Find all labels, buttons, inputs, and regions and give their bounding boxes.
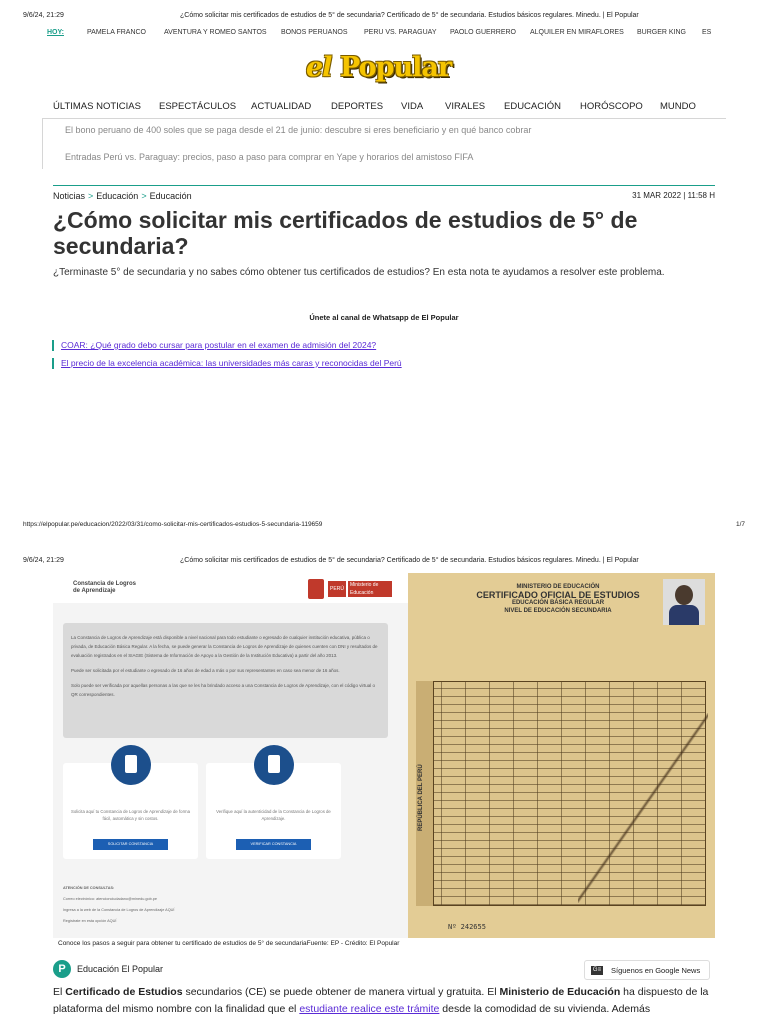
site-logo[interactable] bbox=[306, 52, 462, 86]
main-nav bbox=[0, 101, 768, 115]
nav-deportes[interactable]: DEPORTES bbox=[331, 101, 384, 112]
cancel-line bbox=[578, 713, 708, 903]
body-text: desde la comodidad de su vivienda. Además bbox=[439, 1003, 651, 1015]
body-bold: Ministerio de Educación bbox=[499, 986, 621, 998]
constancia-screenshot-image bbox=[53, 573, 408, 938]
ticker-divider bbox=[42, 119, 43, 169]
info-box bbox=[63, 623, 388, 738]
ministry-label: Ministerio de Educación bbox=[348, 581, 392, 597]
nav-virales[interactable]: VIRALES bbox=[445, 101, 486, 112]
logo-popular: Popular bbox=[340, 52, 452, 83]
image-caption: Conoce los pasos a seguir para obtener tu certificado de estudios de 5° de secundariaFuente: EP - Crédito: El Popular bbox=[58, 940, 400, 947]
print-url: https://elpopular.pe/educacion/2022/03/31/como-solicitar-mis-certificados-estudios-5-secundaria-119659 bbox=[23, 521, 323, 528]
nav-educacion[interactable]: EDUCACIÓN bbox=[504, 101, 562, 112]
side-band bbox=[416, 681, 434, 906]
trending-bar bbox=[0, 29, 768, 41]
student-photo bbox=[663, 579, 705, 625]
google-news-label: Síguenos en Google News bbox=[611, 966, 701, 975]
verify-constancia-button: VERIFICAR CONSTANCIA bbox=[236, 839, 311, 850]
verify-card bbox=[206, 763, 341, 859]
certificate-subtitle: EDUCACIÓN BÁSICA REGULAR bbox=[511, 600, 605, 606]
nav-divider bbox=[42, 118, 726, 119]
nav-vida[interactable]: VIDA bbox=[401, 101, 424, 112]
image-header bbox=[53, 573, 408, 603]
print-page-number: 1/7 bbox=[735, 521, 745, 528]
side-label: REPÚBLICA DEL PERÚ bbox=[418, 764, 424, 831]
article-title: ¿Cómo solicitar mis certificados de estudios de 5° de secundaria? bbox=[53, 207, 638, 259]
related-link-text: COAR: ¿Qué grado debo cursar para postular en el examen de admisión del 2024? bbox=[61, 340, 377, 350]
certificate-number: Nº 242655 bbox=[448, 923, 486, 931]
certificate-ministry: MINISTERIO DE EDUCACIÓN bbox=[516, 584, 600, 590]
certificate-photo-image bbox=[408, 573, 715, 938]
support-line: Regístrate en esta opción AQUÍ bbox=[63, 919, 117, 923]
related-link-text: El precio de la excelencia académica: las universidades más caras y reconocidas del Perú bbox=[61, 358, 402, 368]
trending-item[interactable]: BONOS PERUANOS bbox=[281, 29, 348, 36]
support-title: ATENCIÓN DE CONSULTAS: bbox=[63, 886, 115, 890]
nav-actualidad[interactable]: ACTUALIDAD bbox=[251, 101, 312, 112]
trending-label[interactable]: HOY: bbox=[47, 29, 64, 36]
breadcrumb-separator: > bbox=[141, 191, 147, 201]
print-date: 9/6/24, 21:29 bbox=[23, 557, 64, 564]
print-title: ¿Cómo solicitar mis certificados de estudios de 5° de secundaria? Certificado de 5° de secundaria. Estudios básicos regulares. Minedu. | El Popular bbox=[180, 12, 639, 19]
print-date: 9/6/24, 21:29 bbox=[23, 12, 64, 19]
trending-item[interactable]: ES bbox=[702, 29, 712, 36]
breadcrumb bbox=[53, 191, 192, 201]
info-paragraph: La Constancia de Logros de Aprendizaje está disponible a nivel nacional para todo estudiante o egresado de cualquier institución educativa, pública o privada, de Educación Básica Regular. A la fecha, se puede generar la Constancia de Logros de Aprendizaje de quienes cuenten con DNI y resultados de evaluación registrados en el SIAGIE (Sistema de Información de Apoyo a la Gestión de la Institución Educativa) a partir del año 2013. bbox=[71, 635, 378, 658]
body-link[interactable]: estudiante realice este trámite bbox=[299, 1003, 440, 1015]
author-avatar: P bbox=[53, 960, 71, 978]
support-line: Correo electrónico: atencionciudadano@minedu.gob.pe bbox=[63, 897, 157, 901]
support-info bbox=[63, 883, 174, 927]
author-name[interactable]: Educación El Popular bbox=[77, 964, 164, 974]
trending-item[interactable]: ALQUILER EN MIRAFLORES bbox=[530, 29, 624, 36]
related-link[interactable] bbox=[53, 340, 376, 350]
image-title bbox=[73, 581, 136, 595]
support-line: Ingresa a la web de la Constancia de Logros de Aprendizaje AQUÍ bbox=[63, 908, 175, 912]
certificate-heading bbox=[468, 583, 648, 615]
phone-icon bbox=[254, 745, 294, 785]
breadcrumb-item[interactable]: Noticias bbox=[53, 191, 86, 201]
nav-ultimas-noticias[interactable]: ÚLTIMAS NOTICIAS bbox=[53, 101, 141, 112]
article-timestamp: 31 MAR 2022 | 11:58 H bbox=[632, 191, 715, 200]
trending-item[interactable]: PAMELA FRANCO bbox=[87, 29, 146, 36]
document-icon bbox=[111, 745, 151, 785]
body-text: secundarios (CE) se puede obtener de manera virtual y gratuita. El bbox=[182, 986, 500, 998]
breadcrumb-item[interactable]: Educación bbox=[96, 191, 139, 201]
trending-item[interactable]: AVENTURA Y ROMEO SANTOS bbox=[164, 29, 267, 36]
related-link[interactable] bbox=[53, 358, 402, 368]
certificate-title: CERTIFICADO OFICIAL DE ESTUDIOS bbox=[476, 590, 640, 600]
card-text: Verifique aquí la autenticidad de la Constancia de Logros de Aprendizaje. bbox=[216, 809, 331, 821]
breadcrumb-item[interactable]: Educación bbox=[149, 191, 192, 201]
request-card bbox=[63, 763, 198, 859]
body-text: ha dispuesto de la plataforma del mismo nombre con la finalidad que el bbox=[53, 986, 709, 1015]
article-lead: ¿Terminaste 5° de secundaria y no sabes cómo obtener tus certificados de estudios? En esta nota te ayudamos a resolver este problema. bbox=[53, 267, 665, 278]
print-title: ¿Cómo solicitar mis certificados de estudios de 5° de secundaria? Certificado de 5° de secundaria. Estudios básicos regulares. Minedu. | El Popular bbox=[180, 557, 639, 564]
certificate-subtitle: NIVEL DE EDUCACIÓN SECUNDARIA bbox=[504, 608, 612, 614]
google-news-button[interactable] bbox=[584, 960, 710, 980]
nav-horoscopo[interactable]: HORÓSCOPO bbox=[580, 101, 643, 112]
info-paragraph: Solo puede ser verificada por aquellas personas a las que se les ha brindado acceso a una Constancia de Logros de Aprendizaje, con el código virtual o QR correspondientes. bbox=[71, 683, 375, 697]
minedu-logo bbox=[308, 579, 394, 599]
breadcrumb-separator: > bbox=[88, 191, 94, 201]
request-constancia-button: SOLICITAR CONSTANCIA bbox=[93, 839, 168, 850]
body-text: El bbox=[53, 986, 66, 998]
card-text: Solicita aquí tu Constancia de Logros de Aprendizaje de forma fácil, automática y sin costos. bbox=[71, 809, 190, 821]
logo-el: el bbox=[306, 52, 332, 83]
image-title-line: de Aprendizaje bbox=[73, 588, 116, 594]
whatsapp-channel-link[interactable]: Únete al canal de Whatsapp de El Popular bbox=[309, 313, 459, 322]
ticker-item[interactable]: El bono peruano de 400 soles que se paga desde el 21 de junio: descubre si eres beneficiario y en qué banco cobrar bbox=[65, 125, 532, 135]
ticker-item[interactable]: Entradas Perú vs. Paraguay: precios, paso a paso para comprar en Yape y horarios del amistoso FIFA bbox=[65, 152, 474, 162]
peru-shield-icon bbox=[308, 579, 324, 599]
image-title-line: Constancia de Logros bbox=[73, 581, 137, 587]
nav-mundo[interactable]: MUNDO bbox=[660, 101, 696, 112]
peru-label: PERÚ bbox=[328, 581, 346, 597]
body-bold: Certificado de Estudios bbox=[65, 986, 183, 998]
nav-espectaculos[interactable]: ESPECTÁCULOS bbox=[159, 101, 237, 112]
info-paragraph: Puede ser solicitada por el estudiante o egresado de 16 años de edad a más o por sus representantes en caso sea menor de 16 años. bbox=[71, 668, 340, 673]
google-news-icon: G≡ bbox=[592, 967, 602, 973]
trending-item[interactable]: PERÚ VS. PARAGUAY bbox=[364, 29, 437, 36]
breadcrumb-divider bbox=[53, 185, 715, 186]
trending-item[interactable]: PAOLO GUERRERO bbox=[450, 29, 516, 36]
article-body-paragraph bbox=[53, 984, 713, 1018]
trending-item[interactable]: BURGER KING bbox=[637, 29, 687, 36]
